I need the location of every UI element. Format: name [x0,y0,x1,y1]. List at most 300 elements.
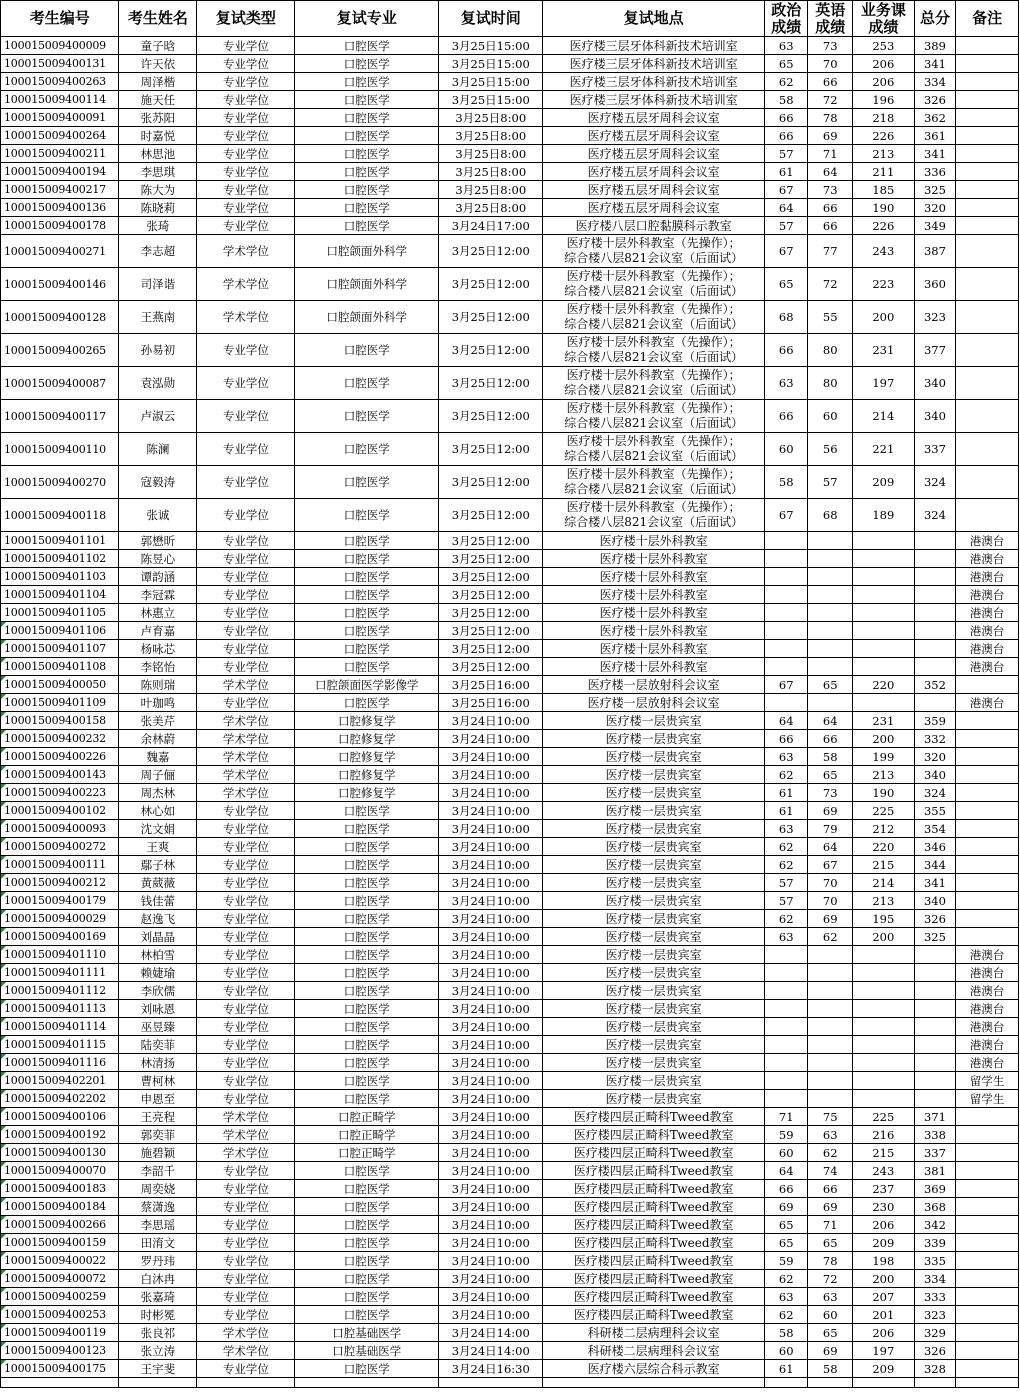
politics-score [764,1000,808,1018]
note [956,199,1019,217]
english-score [808,604,853,622]
total-score: 320 [914,199,955,217]
english-score: 69 [808,1342,853,1360]
note [956,1324,1019,1342]
major-score: 214 [852,874,914,892]
candidate-id: 100015009400271 [1,235,119,268]
total-score [914,982,955,1000]
interview-major: 口腔医学 [295,334,439,367]
interview-type: 专业学位 [197,433,295,466]
english-score: 73 [808,37,853,55]
english-score: 58 [808,748,853,766]
interview-time: 3月24日10:00 [439,1054,543,1072]
total-score: 369 [914,1180,955,1198]
note [956,181,1019,199]
header-place: 复试地点 [543,1,765,37]
interview-type: 专业学位 [197,1198,295,1216]
politics-score: 61 [764,163,808,181]
interview-major: 口腔医学 [295,1234,439,1252]
total-score: 387 [914,235,955,268]
major-score: 206 [852,1324,914,1342]
total-score: 337 [914,1144,955,1162]
interview-time: 3月24日10:00 [439,1036,543,1054]
english-score: 70 [808,55,853,73]
major-score: 189 [852,499,914,532]
interview-time: 3月24日10:00 [439,1252,543,1270]
table-row [1,91,1019,109]
interview-time: 3月24日10:00 [439,820,543,838]
total-score [914,1054,955,1072]
candidate-name: 司泽谐 [119,268,197,301]
interview-major: 口腔医学 [295,1306,439,1324]
table-row [1,55,1019,73]
interview-major: 口腔医学 [295,838,439,856]
interview-place: 医疗楼四层正畸科Tweed教室 [543,1234,765,1252]
total-score: 335 [914,1252,955,1270]
total-score: 341 [914,874,955,892]
interview-place-line-2: 综合楼八层821会议室（后面试） [564,284,744,298]
interview-type: 专业学位 [197,73,295,91]
total-score: 332 [914,730,955,748]
candidate-name: 王宇斐 [119,1360,197,1378]
english-score: 64 [808,712,853,730]
total-score: 359 [914,712,955,730]
english-score [808,694,853,712]
english-score: 78 [808,1252,853,1270]
candidate-name: 孙易初 [119,334,197,367]
major-score [852,658,914,676]
total-score: 324 [914,499,955,532]
politics-score [764,964,808,982]
major-score: 215 [852,1144,914,1162]
candidate-id: 100015009400179 [1,892,119,910]
interview-major: 口腔医学 [295,820,439,838]
interview-place-line-1: 医疗楼十层外科教室（先操作）； [566,401,741,415]
interview-type: 专业学位 [197,604,295,622]
major-score [852,1036,914,1054]
table-row [1,1252,1019,1270]
major-score: 209 [852,1360,914,1378]
note [956,1180,1019,1198]
interview-type: 学术学位 [197,748,295,766]
politics-score: 64 [764,712,808,730]
politics-score [764,1036,808,1054]
interview-major: 口腔医学 [295,910,439,928]
politics-score: 64 [764,199,808,217]
interview-major: 口腔医学 [295,568,439,586]
interview-major: 口腔医学 [295,1288,439,1306]
english-score: 72 [808,91,853,109]
english-score: 63 [808,1288,853,1306]
interview-time: 3月24日10:00 [439,1288,543,1306]
table-row [1,1198,1019,1216]
candidate-id: 100015009400266 [1,1216,119,1234]
total-score [914,946,955,964]
note: 港澳台 [956,694,1019,712]
total-score: 324 [914,466,955,499]
total-score: 323 [914,1306,955,1324]
candidate-name: 张良祁 [119,1324,197,1342]
interview-place: 医疗楼一层贵宾室 [543,784,765,802]
total-score: 329 [914,1324,955,1342]
interview-major: 口腔医学 [295,127,439,145]
note: 港澳台 [956,604,1019,622]
politics-score: 71 [764,1108,808,1126]
interview-major: 口腔正畸学 [295,1126,439,1144]
politics-score: 65 [764,1216,808,1234]
candidate-id: 100015009400009 [1,37,119,55]
interview-type: 学术学位 [197,301,295,334]
interview-place: 科研楼二层病理科会议室 [543,1324,765,1342]
english-score [808,658,853,676]
candidate-name: 周子俪 [119,766,197,784]
major-score [852,622,914,640]
candidate-name: 刘咏恩 [119,1000,197,1018]
empty-cell [956,1378,1019,1388]
interview-major: 口腔医学 [295,1162,439,1180]
total-score: 325 [914,928,955,946]
interview-type: 专业学位 [197,874,295,892]
header-name: 考生姓名 [119,1,197,37]
table-row [1,466,1019,499]
interview-major: 口腔基础医学 [295,1342,439,1360]
note [956,109,1019,127]
major-score [852,1054,914,1072]
interview-place: 医疗楼五层牙周科会议室 [543,127,765,145]
total-score: 389 [914,37,955,55]
total-score: 381 [914,1162,955,1180]
major-score [852,640,914,658]
note [956,1306,1019,1324]
candidate-name: 李欣儒 [119,982,197,1000]
politics-score: 62 [764,910,808,928]
table-row [1,1180,1019,1198]
interview-time: 3月24日10:00 [439,982,543,1000]
candidate-name: 魏嘉 [119,748,197,766]
interview-type: 专业学位 [197,1270,295,1288]
total-score [914,532,955,550]
politics-score: 60 [764,1144,808,1162]
candidate-name: 鄢子林 [119,856,197,874]
interview-place: 医疗楼一层贵宾室 [543,712,765,730]
interview-type: 专业学位 [197,1036,295,1054]
major-score: 213 [852,766,914,784]
interview-major: 口腔基础医学 [295,1324,439,1342]
major-score: 198 [852,1252,914,1270]
politics-score [764,604,808,622]
english-score [808,964,853,982]
interview-major: 口腔医学 [295,928,439,946]
table-row [1,1216,1019,1234]
total-score: 326 [914,910,955,928]
interview-major: 口腔医学 [295,55,439,73]
major-score: 231 [852,712,914,730]
candidate-id: 100015009400194 [1,163,119,181]
interview-time: 3月25日12:00 [439,499,543,532]
interview-time: 3月25日12:00 [439,334,543,367]
table-row [1,367,1019,400]
table-row [1,163,1019,181]
candidate-id: 100015009400072 [1,1270,119,1288]
interview-major: 口腔医学 [295,499,439,532]
interview-major: 口腔颌面外科学 [295,235,439,268]
note [956,928,1019,946]
interview-time: 3月24日10:00 [439,910,543,928]
politics-score: 65 [764,1234,808,1252]
candidate-name: 张苏阳 [119,109,197,127]
english-score [808,640,853,658]
interview-major: 口腔医学 [295,181,439,199]
politics-score: 62 [764,1306,808,1324]
candidate-id: 100015009400128 [1,301,119,334]
table-row [1,181,1019,199]
table-row [1,586,1019,604]
table-row [1,217,1019,235]
interview-type: 专业学位 [197,892,295,910]
candidate-name: 李铭怡 [119,658,197,676]
table-row [1,1090,1019,1108]
interview-major: 口腔颌面外科学 [295,268,439,301]
interview-type: 专业学位 [197,586,295,604]
table-row [1,1306,1019,1324]
interview-major: 口腔医学 [295,532,439,550]
total-score [914,622,955,640]
interview-type: 专业学位 [197,367,295,400]
interview-place: 医疗楼一层贵宾室 [543,910,765,928]
politics-score: 66 [764,109,808,127]
english-score: 78 [808,109,853,127]
interview-place [543,334,765,367]
interview-major: 口腔医学 [295,1216,439,1234]
table-row [1,1018,1019,1036]
interview-place-line-1: 医疗楼十层外科教室（先操作）； [566,434,741,448]
header-total: 总分 [914,1,955,37]
total-score [914,964,955,982]
interview-place: 医疗楼一层贵宾室 [543,802,765,820]
interview-place-line-1: 医疗楼十层外科教室（先操作）； [566,500,741,514]
major-score: 199 [852,748,914,766]
table-row [1,1126,1019,1144]
major-score: 243 [852,235,914,268]
candidate-name: 时嘉悦 [119,127,197,145]
interview-place: 医疗楼一层贵宾室 [543,892,765,910]
interview-type: 专业学位 [197,466,295,499]
interview-time: 3月25日12:00 [439,301,543,334]
interview-place-line-2: 综合楼八层821会议室（后面试） [564,416,744,430]
interview-type: 专业学位 [197,622,295,640]
note [956,676,1019,694]
interview-type: 专业学位 [197,982,295,1000]
interview-time: 3月24日10:00 [439,1000,543,1018]
candidate-id: 100015009400117 [1,400,119,433]
candidate-name: 陈晓莉 [119,199,197,217]
interview-place: 医疗楼十层外科教室 [543,604,765,622]
english-score: 65 [808,1234,853,1252]
table-row [1,928,1019,946]
candidate-id: 100015009401114 [1,1018,119,1036]
interview-major: 口腔医学 [295,1018,439,1036]
note: 港澳台 [956,622,1019,640]
interview-type: 专业学位 [197,1018,295,1036]
header-note: 备注 [956,1,1019,37]
major-score: 200 [852,730,914,748]
interview-place: 医疗楼三层牙体科新技术培训室 [543,37,765,55]
note: 留学生 [956,1072,1019,1090]
candidate-id: 100015009401104 [1,586,119,604]
interview-time: 3月24日10:00 [439,1072,543,1090]
candidate-id: 100015009401111 [1,964,119,982]
candidate-id: 100015009400118 [1,499,119,532]
major-score: 237 [852,1180,914,1198]
interview-type: 专业学位 [197,1162,295,1180]
candidate-id: 100015009401109 [1,694,119,712]
english-score [808,946,853,964]
interview-time: 3月24日10:00 [439,874,543,892]
candidate-id: 100015009400232 [1,730,119,748]
interview-time: 3月24日10:00 [439,1216,543,1234]
interview-time: 3月24日10:00 [439,1198,543,1216]
interview-type: 专业学位 [197,1180,295,1198]
interview-time: 3月25日12:00 [439,622,543,640]
english-score: 62 [808,928,853,946]
note [956,1144,1019,1162]
table-row [1,73,1019,91]
interview-major: 口腔医学 [295,367,439,400]
candidate-name: 张诚 [119,499,197,532]
note [956,1288,1019,1306]
english-score: 66 [808,730,853,748]
interview-type: 专业学位 [197,109,295,127]
interview-major: 口腔医学 [295,1180,439,1198]
table-row [1,235,1019,268]
total-score: 333 [914,1288,955,1306]
english-score: 66 [808,217,853,235]
total-score [914,568,955,586]
note [956,235,1019,268]
interview-type: 专业学位 [197,1360,295,1378]
candidate-name: 林柏雪 [119,946,197,964]
note [956,1126,1019,1144]
interview-type: 专业学位 [197,127,295,145]
total-score: 337 [914,433,955,466]
candidate-id: 100015009401101 [1,532,119,550]
interview-major: 口腔医学 [295,874,439,892]
politics-score: 60 [764,433,808,466]
politics-score: 67 [764,235,808,268]
interview-major: 口腔修复学 [295,748,439,766]
interview-type: 专业学位 [197,1090,295,1108]
interview-type: 专业学位 [197,910,295,928]
english-score: 57 [808,466,853,499]
candidate-name: 林惠立 [119,604,197,622]
major-score: 213 [852,892,914,910]
interview-time: 3月25日12:00 [439,235,543,268]
interview-place: 医疗楼五层牙周科会议室 [543,145,765,163]
interview-type: 专业学位 [197,1306,295,1324]
interview-place-line-1: 医疗楼十层外科教室（先操作）； [566,269,741,283]
candidate-id: 100015009401102 [1,550,119,568]
interview-major: 口腔医学 [295,217,439,235]
interview-type: 专业学位 [197,145,295,163]
interview-place: 医疗楼十层外科教室 [543,586,765,604]
interview-type: 专业学位 [197,820,295,838]
table-row [1,1144,1019,1162]
interview-place: 医疗楼一层贵宾室 [543,856,765,874]
major-score: 206 [852,73,914,91]
candidate-name: 陈澜 [119,433,197,466]
interview-time: 3月24日10:00 [439,1180,543,1198]
english-score: 72 [808,268,853,301]
interview-time: 3月24日10:00 [439,1270,543,1288]
interview-type: 学术学位 [197,784,295,802]
politics-score: 60 [764,1342,808,1360]
candidate-id: 100015009400184 [1,1198,119,1216]
interview-major: 口腔医学 [295,658,439,676]
note [956,1252,1019,1270]
interview-place: 医疗楼四层正畸科Tweed教室 [543,1306,765,1324]
candidate-id: 100015009401116 [1,1054,119,1072]
candidate-name: 黄葳薇 [119,874,197,892]
interview-type: 专业学位 [197,400,295,433]
interview-time: 3月24日10:00 [439,766,543,784]
major-score: 200 [852,1270,914,1288]
total-score: 342 [914,1216,955,1234]
note [956,37,1019,55]
candidate-id: 100015009400130 [1,1144,119,1162]
table-row [1,1270,1019,1288]
interview-time: 3月25日8:00 [439,109,543,127]
candidate-id: 100015009402201 [1,1072,119,1090]
english-score: 69 [808,1198,853,1216]
total-score: 340 [914,892,955,910]
candidate-name: 赵逸飞 [119,910,197,928]
empty-cell [764,1378,808,1388]
english-score: 67 [808,856,853,874]
candidate-id: 100015009401106 [1,622,119,640]
total-score: 334 [914,73,955,91]
interview-type: 学术学位 [197,730,295,748]
candidate-name: 周泽楷 [119,73,197,91]
note [956,874,1019,892]
candidate-id: 100015009400183 [1,1180,119,1198]
candidate-name: 陈大为 [119,181,197,199]
interview-place [543,466,765,499]
interview-time: 3月24日10:00 [439,964,543,982]
interview-major: 口腔修复学 [295,766,439,784]
english-score [808,1018,853,1036]
interview-place: 医疗楼一层贵宾室 [543,1054,765,1072]
interview-major: 口腔医学 [295,640,439,658]
header-english-line1: 英语 [815,0,846,19]
politics-score: 63 [764,37,808,55]
major-score [852,694,914,712]
major-score: 214 [852,400,914,433]
interview-type: 专业学位 [197,91,295,109]
interview-time: 3月25日15:00 [439,91,543,109]
note: 港澳台 [956,982,1019,1000]
interview-place [543,301,765,334]
candidate-id: 100015009401108 [1,658,119,676]
candidate-id: 100015009401105 [1,604,119,622]
politics-score: 57 [764,874,808,892]
candidate-id: 100015009400131 [1,55,119,73]
note [956,55,1019,73]
politics-score [764,1090,808,1108]
total-score [914,694,955,712]
english-score: 79 [808,820,853,838]
interview-type: 学术学位 [197,1126,295,1144]
interview-time: 3月24日10:00 [439,1306,543,1324]
